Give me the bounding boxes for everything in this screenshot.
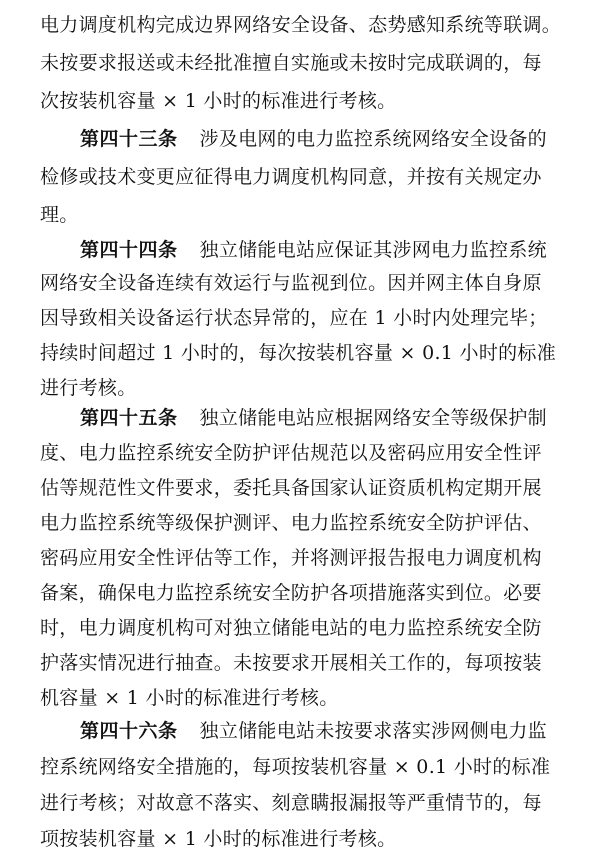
body-text-line: 度、电力监控系统安全防护评估规范以及密码应用安全性评 [40, 442, 542, 464]
body-text-line: 密码应用安全性评估等工作，并将测评报告报电力调度机构 [40, 547, 542, 569]
article-heading: 第四十四条 [80, 239, 178, 261]
article-45-first-line [80, 403, 591, 433]
body-text-line: 进行考核。 [40, 377, 137, 399]
body-text-line: 项按装机容量 × 1 小时的标准进行考核。 [40, 828, 397, 850]
body-text-line: 电力调度机构完成边界网络安全设备、态势感知系统等联调。 [40, 14, 562, 36]
body-text-line: 因导致相关设备运行状态异常的，应在 1 小时内处理完毕； [40, 307, 548, 329]
article-text: 涉及电网的电力监控系统网络安全设备的 [199, 128, 547, 150]
article-heading: 第四十三条 [80, 128, 178, 150]
body-text-line: 机容量 × 1 小时的标准进行考核。 [40, 687, 339, 709]
body-text-line: 次按装机容量 × 1 小时的标准进行考核。 [40, 90, 397, 112]
body-text-line: 时，电力调度机构可对独立储能电站的电力监控系统安全防 [40, 617, 542, 639]
body-text-line: 持续时间超过 1 小时的，每次按装机容量 × 0.1 小时的标准 [40, 342, 557, 364]
article-43-first-line [80, 124, 591, 154]
article-44-first-line [80, 235, 591, 265]
body-text-line: 控系统网络安全措施的，每项按装机容量 × 0.1 小时的标准 [40, 756, 551, 778]
body-text-line: 护落实情况进行抽查。未按要求开展相关工作的，每项按装 [40, 652, 542, 674]
article-heading: 第四十六条 [80, 720, 178, 742]
body-text-line: 检修或技术变更应征得电力调度机构同意，并按有关规定办 [40, 166, 542, 188]
body-text-line: 备案，确保电力监控系统安全防护各项措施落实到位。必要 [40, 582, 542, 604]
article-text: 独立储能电站应根据网络安全等级保护制 [199, 407, 547, 429]
body-text-line: 估等规范性文件要求，委托具备国家认证资质机构定期开展 [40, 477, 542, 499]
article-46-first-line [80, 716, 591, 746]
body-text-line: 未按要求报送或未经批准擅自实施或未按时完成联调的，每 [40, 52, 542, 74]
body-text-line: 理。 [40, 204, 79, 226]
body-text-line: 电力监控系统等级保护测评、电力监控系统安全防护评估、 [40, 512, 542, 534]
article-text: 独立储能电站应保证其涉网电力监控系统 [199, 239, 547, 261]
body-text-line: 进行考核；对故意不落实、刻意瞒报漏报等严重情节的，每 [40, 792, 542, 814]
article-text: 独立储能电站未按要求落实涉网侧电力监 [199, 720, 547, 742]
body-text-line: 网络安全设备连续有效运行与监视到位。因并网主体自身原 [40, 272, 542, 294]
article-heading: 第四十五条 [80, 407, 178, 429]
